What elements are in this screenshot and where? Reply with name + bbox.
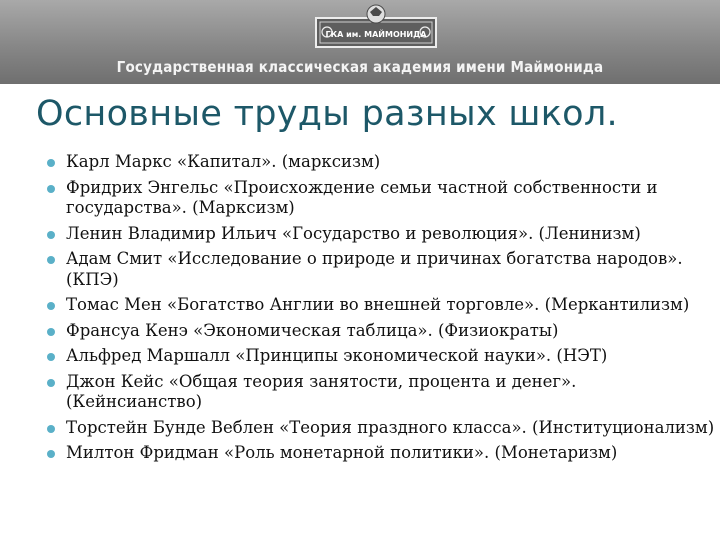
list-item — [66, 346, 716, 367]
bullet-icon — [47, 353, 55, 361]
list-item — [66, 372, 716, 413]
list-item-text: Франсуа Кенэ «Экономическая таблица». (Физиократы) — [66, 320, 559, 340]
bullet-icon — [47, 159, 55, 167]
list-item-text: Джон Кейс «Общая теория занятости, процента и денег». (Кейнсианство) — [66, 371, 577, 411]
list-item-text: Карл Маркс «Капитал». (марксизм) — [66, 152, 381, 171]
bullet-icon — [47, 379, 55, 387]
bullet-icon — [47, 328, 55, 336]
list-item-text: Томас Мен «Богатство Англии во внешней торговле». (Меркантилизм) — [66, 295, 690, 314]
academy-name: Государственная классическая академия имени Маймонида — [116, 58, 604, 76]
list-item-text: Фридрих Энгельс «Происхождение семьи частной собственности и государства». (Марксизм) — [66, 177, 658, 217]
list-item — [66, 443, 716, 464]
slide-title: Основные труды разных школ. — [36, 94, 618, 134]
list-item — [66, 418, 716, 439]
list-item-text: Адам Смит «Исследование о природе и причинах богатства народов». (КПЭ) — [66, 249, 683, 289]
bullet-icon — [47, 450, 55, 458]
bullet-icon — [47, 425, 55, 433]
list-item — [66, 321, 716, 342]
header-banner — [0, 0, 720, 84]
list-item — [66, 224, 716, 245]
list-item-text: Торстейн Бунде Веблен «Теория праздного класса». (Институционализм) — [66, 417, 715, 437]
bullet-icon — [47, 185, 55, 193]
list-item — [66, 249, 716, 290]
svg-text:ГКА им. МАЙМОНИДА: ГКА им. МАЙМОНИДА — [325, 30, 427, 39]
list-item-text: Милтон Фридман «Роль монетарной политики». (Монетаризм) — [66, 443, 618, 462]
academy-emblem-icon — [315, 4, 437, 48]
bullet-icon — [47, 256, 55, 264]
list-item-text: Ленин Владимир Ильич «Государство и революция». (Ленинизм) — [66, 223, 641, 243]
list-item — [66, 152, 716, 173]
works-list — [66, 152, 716, 469]
list-item — [66, 295, 716, 316]
list-item — [66, 178, 716, 219]
bullet-icon — [47, 302, 55, 310]
list-item-text: Альфред Маршалл «Принципы экономической науки». (НЭТ) — [66, 346, 608, 365]
bullet-icon — [47, 231, 55, 239]
